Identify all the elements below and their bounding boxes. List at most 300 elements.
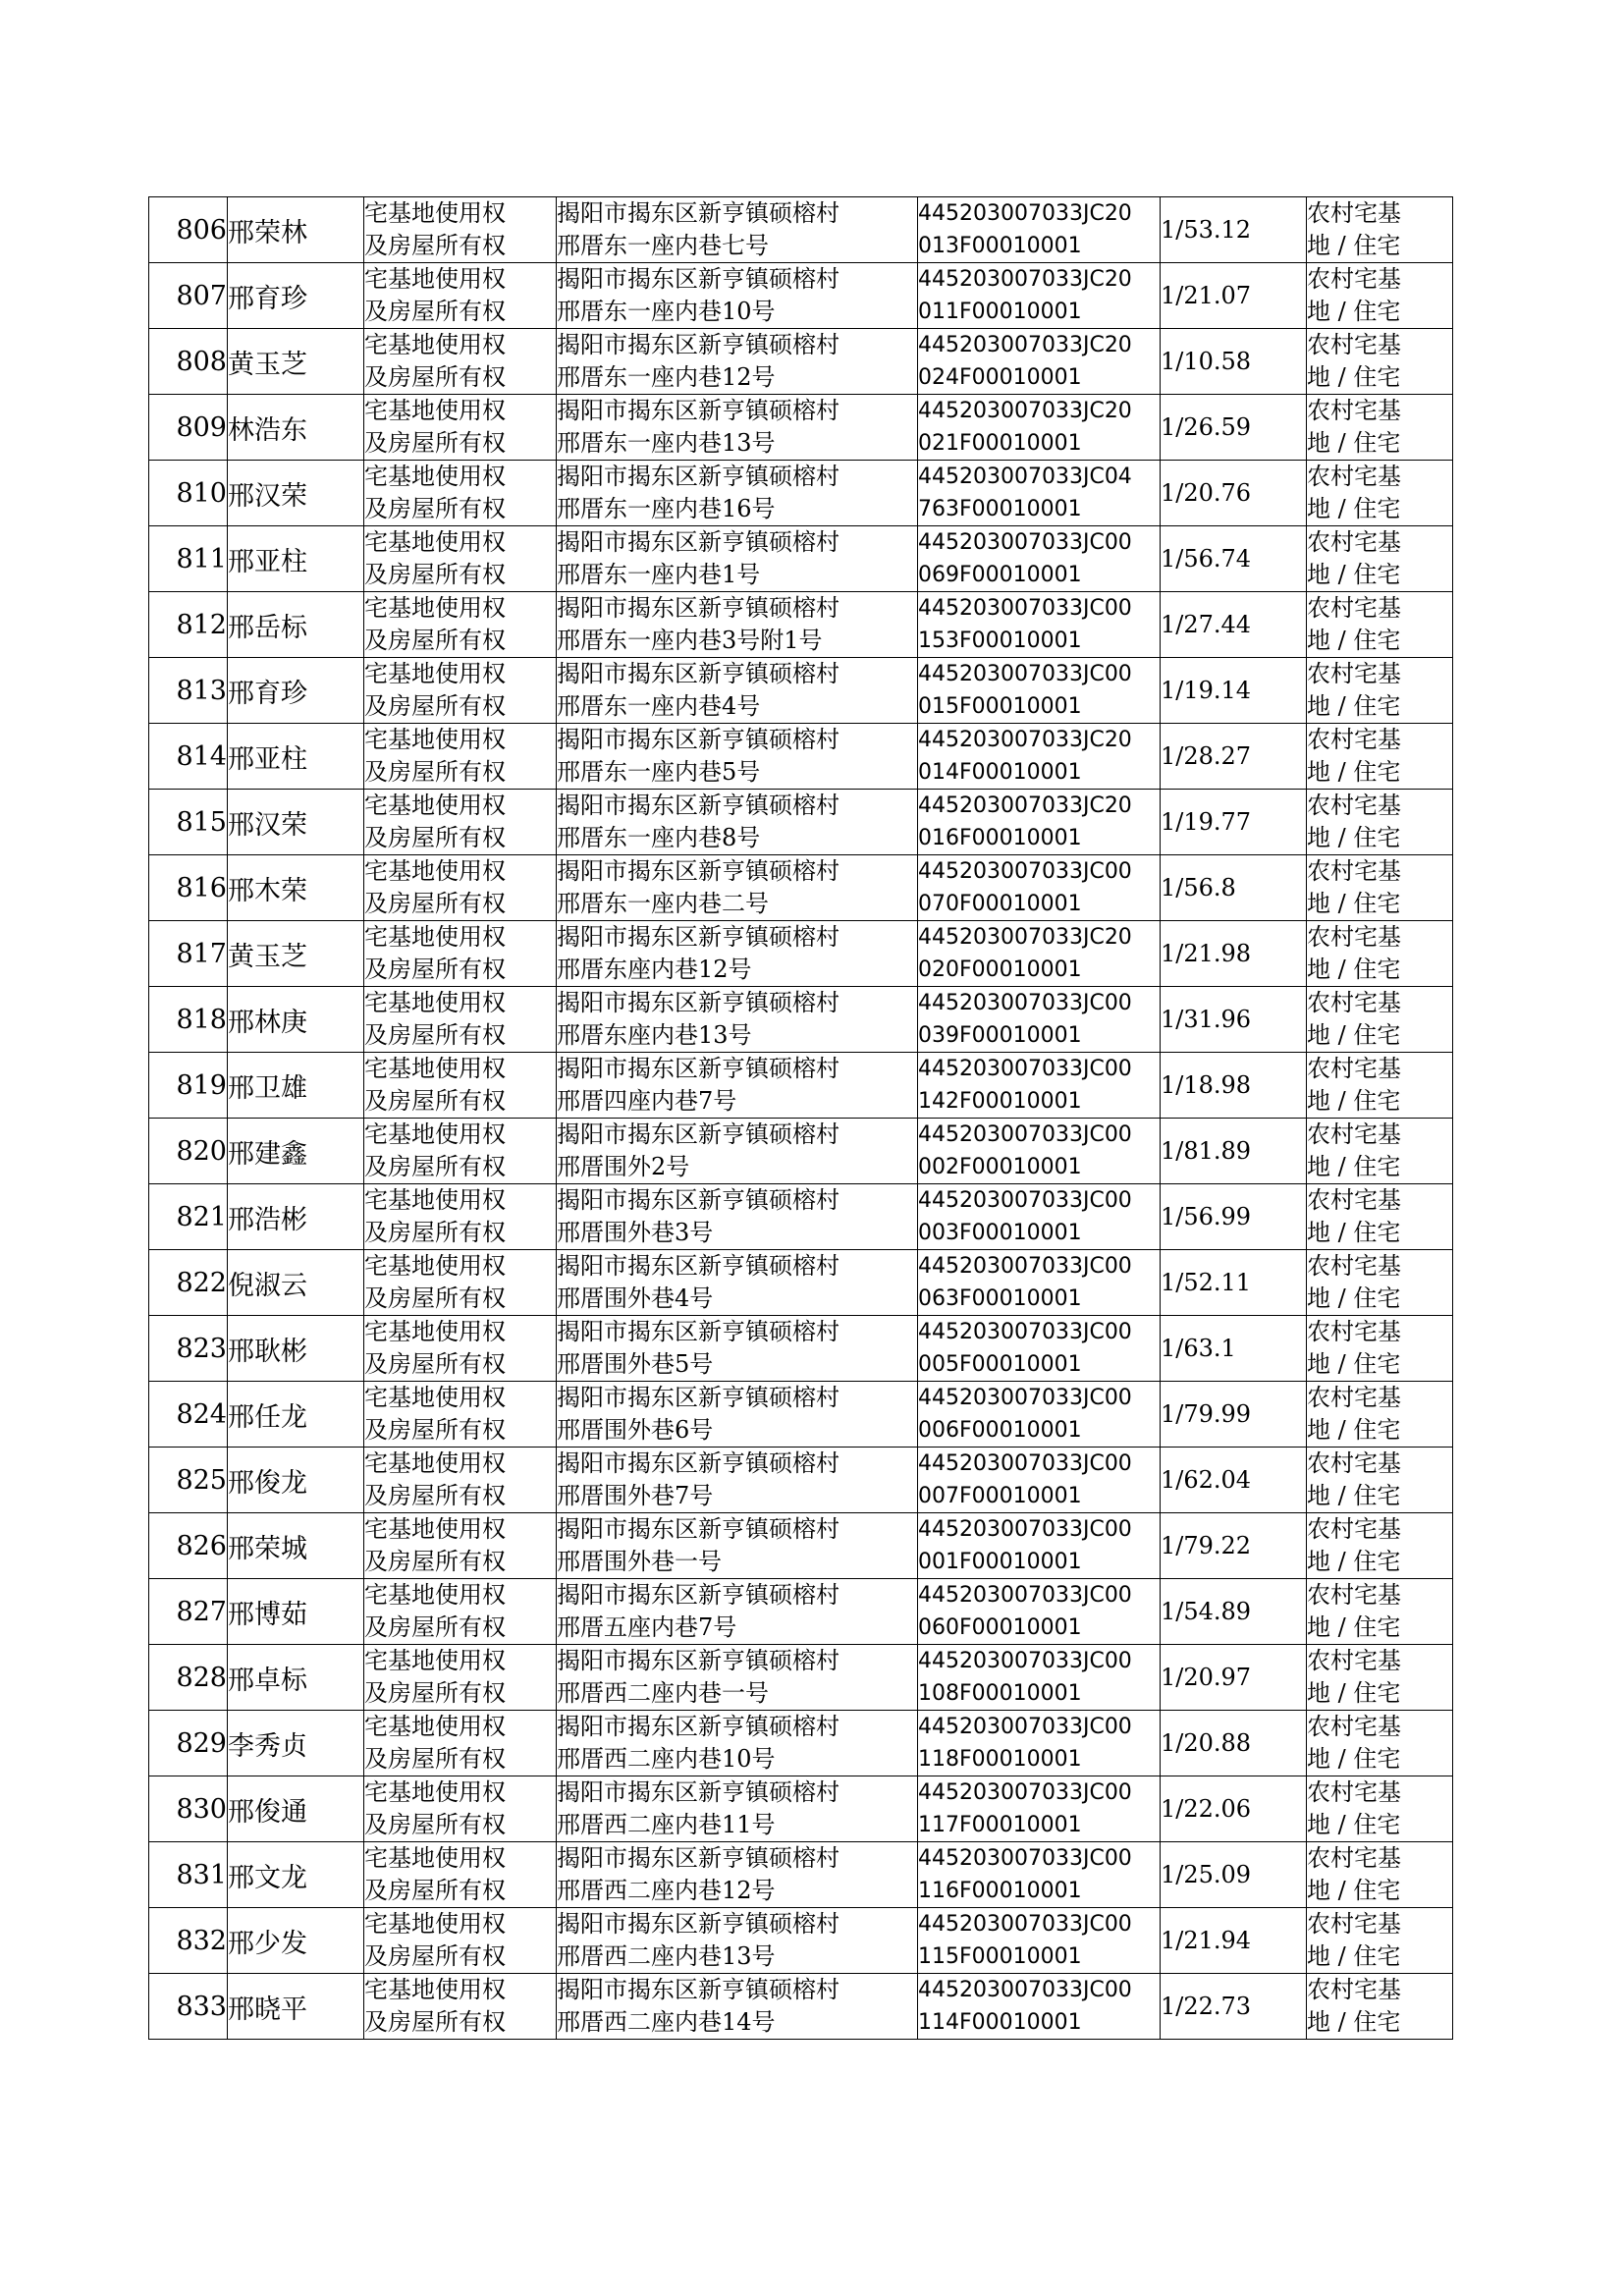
right-type-cell bbox=[364, 592, 557, 658]
right-type-cell-line: 宅基地使用权 bbox=[364, 1055, 506, 1082]
address-cell-line: 邢厝东一座内巷1号 bbox=[557, 561, 761, 588]
land-use-cell bbox=[1307, 1513, 1453, 1579]
address-cell-line: 揭阳市揭东区新亨镇硕榕村 bbox=[557, 199, 839, 227]
right-type-cell-line: 宅基地使用权 bbox=[364, 989, 506, 1016]
address-cell-line: 揭阳市揭东区新亨镇硕榕村 bbox=[557, 1318, 839, 1345]
land-use-cell-line: 农村宅基 bbox=[1307, 1120, 1401, 1148]
land-use-cell-line: 地 / 住宅 bbox=[1307, 561, 1401, 588]
unit-code-cell-line: 445203007033JC20 bbox=[918, 399, 1132, 423]
unit-code-cell-line: 763F00010001 bbox=[918, 497, 1082, 521]
address-cell-line: 揭阳市揭东区新亨镇硕榕村 bbox=[557, 1186, 839, 1214]
land-use-cell bbox=[1307, 329, 1453, 395]
right-type-cell-line: 宅基地使用权 bbox=[364, 660, 506, 687]
right-type-cell-line: 及房屋所有权 bbox=[364, 1482, 506, 1509]
row-number-cell: 808 bbox=[149, 329, 228, 395]
row-number-cell: 824 bbox=[149, 1382, 228, 1448]
table-row bbox=[149, 1908, 1453, 1974]
row-number-cell: 833 bbox=[149, 1974, 228, 2040]
address-cell-line: 揭阳市揭东区新亨镇硕榕村 bbox=[557, 397, 839, 424]
owner-name-cell: 倪淑云 bbox=[228, 1250, 364, 1316]
land-use-cell-line: 地 / 住宅 bbox=[1307, 758, 1401, 786]
unit-code-cell-line: 445203007033JC00 bbox=[918, 530, 1132, 555]
address-cell-line: 邢厝东座内巷12号 bbox=[557, 956, 752, 983]
table-row bbox=[149, 395, 1453, 461]
address-cell bbox=[557, 1316, 918, 1382]
address-cell-line: 邢厝四座内巷7号 bbox=[557, 1087, 737, 1115]
unit-code-cell-line: 445203007033JC00 bbox=[918, 662, 1132, 686]
address-cell-line: 揭阳市揭东区新亨镇硕榕村 bbox=[557, 1449, 839, 1477]
address-cell bbox=[557, 1513, 918, 1579]
address-cell bbox=[557, 1119, 918, 1184]
row-number-cell: 810 bbox=[149, 461, 228, 526]
share-cell: 1/22.73 bbox=[1161, 1974, 1307, 2040]
owner-name-cell: 黄玉芝 bbox=[228, 329, 364, 395]
row-number-cell: 825 bbox=[149, 1448, 228, 1513]
land-use-cell-line: 地 / 住宅 bbox=[1307, 429, 1401, 457]
unit-code-cell bbox=[918, 658, 1161, 724]
unit-code-cell-line: 142F00010001 bbox=[918, 1089, 1082, 1114]
table-row bbox=[149, 987, 1453, 1053]
right-type-cell-line: 宅基地使用权 bbox=[364, 1910, 506, 1938]
share-cell: 1/28.27 bbox=[1161, 724, 1307, 790]
right-type-cell bbox=[364, 1513, 557, 1579]
right-type-cell-line: 及房屋所有权 bbox=[364, 1219, 506, 1246]
row-number-cell: 816 bbox=[149, 855, 228, 921]
owner-name-cell: 邢任龙 bbox=[228, 1382, 364, 1448]
right-type-cell bbox=[364, 1448, 557, 1513]
owner-name-cell: 邢亚柱 bbox=[228, 724, 364, 790]
right-type-cell-line: 宅基地使用权 bbox=[364, 265, 506, 293]
land-use-cell-line: 地 / 住宅 bbox=[1307, 1087, 1401, 1115]
share-cell: 1/20.76 bbox=[1161, 461, 1307, 526]
right-type-cell bbox=[364, 1184, 557, 1250]
right-type-cell-line: 及房屋所有权 bbox=[364, 298, 506, 325]
right-type-cell bbox=[364, 395, 557, 461]
right-type-cell bbox=[364, 329, 557, 395]
right-type-cell-line: 宅基地使用权 bbox=[364, 1120, 506, 1148]
share-cell: 1/79.99 bbox=[1161, 1382, 1307, 1448]
owner-name-cell: 邢博茹 bbox=[228, 1579, 364, 1645]
land-use-cell bbox=[1307, 1579, 1453, 1645]
owner-name-cell: 林浩东 bbox=[228, 395, 364, 461]
land-use-cell-line: 地 / 住宅 bbox=[1307, 890, 1401, 917]
right-type-cell-line: 宅基地使用权 bbox=[364, 528, 506, 556]
table-row bbox=[149, 1053, 1453, 1119]
land-use-cell-line: 地 / 住宅 bbox=[1307, 1153, 1401, 1180]
right-type-cell bbox=[364, 921, 557, 987]
unit-code-cell-line: 014F00010001 bbox=[918, 760, 1082, 785]
address-cell bbox=[557, 526, 918, 592]
unit-code-cell-line: 039F00010001 bbox=[918, 1023, 1082, 1048]
land-use-cell-line: 地 / 住宅 bbox=[1307, 1613, 1401, 1641]
owner-name-cell: 邢岳标 bbox=[228, 592, 364, 658]
table-row bbox=[149, 1513, 1453, 1579]
address-cell bbox=[557, 1908, 918, 1974]
share-cell: 1/19.14 bbox=[1161, 658, 1307, 724]
owner-name-cell: 邢卓标 bbox=[228, 1645, 364, 1711]
address-cell-line: 邢厝西二座内巷一号 bbox=[557, 1679, 769, 1707]
right-type-cell-line: 及房屋所有权 bbox=[364, 561, 506, 588]
owner-name-cell: 邢木荣 bbox=[228, 855, 364, 921]
right-type-cell bbox=[364, 526, 557, 592]
unit-code-cell-line: 003F00010001 bbox=[918, 1221, 1082, 1245]
owner-name-cell: 邢育珍 bbox=[228, 658, 364, 724]
address-cell-line: 邢厝围外2号 bbox=[557, 1153, 690, 1180]
unit-code-cell-line: 011F00010001 bbox=[918, 300, 1082, 324]
land-use-cell-line: 农村宅基 bbox=[1307, 1515, 1401, 1543]
row-number-cell: 827 bbox=[149, 1579, 228, 1645]
share-cell: 1/21.94 bbox=[1161, 1908, 1307, 1974]
land-use-cell-line: 地 / 住宅 bbox=[1307, 2008, 1401, 2036]
land-use-cell-line: 农村宅基 bbox=[1307, 660, 1401, 687]
row-number-cell: 832 bbox=[149, 1908, 228, 1974]
right-type-cell-line: 宅基地使用权 bbox=[364, 923, 506, 951]
unit-code-cell-line: 445203007033JC00 bbox=[918, 1320, 1132, 1344]
unit-code-cell-line: 445203007033JC00 bbox=[918, 1386, 1132, 1410]
right-type-cell-line: 及房屋所有权 bbox=[364, 232, 506, 259]
table-row bbox=[149, 1842, 1453, 1908]
unit-code-cell bbox=[918, 1184, 1161, 1250]
right-type-cell-line: 及房屋所有权 bbox=[364, 956, 506, 983]
right-type-cell-line: 及房屋所有权 bbox=[364, 1087, 506, 1115]
address-cell bbox=[557, 1448, 918, 1513]
unit-code-cell-line: 445203007033JC00 bbox=[918, 1451, 1132, 1476]
land-use-cell bbox=[1307, 658, 1453, 724]
land-use-cell-line: 农村宅基 bbox=[1307, 265, 1401, 293]
right-type-cell-line: 及房屋所有权 bbox=[364, 1153, 506, 1180]
unit-code-cell bbox=[918, 724, 1161, 790]
unit-code-cell-line: 445203007033JC20 bbox=[918, 201, 1132, 226]
address-cell bbox=[557, 1776, 918, 1842]
land-use-cell-line: 农村宅基 bbox=[1307, 1581, 1401, 1609]
right-type-cell bbox=[364, 1711, 557, 1776]
unit-code-cell bbox=[918, 197, 1161, 263]
land-use-cell bbox=[1307, 1448, 1453, 1513]
land-use-cell bbox=[1307, 1974, 1453, 2040]
unit-code-cell-line: 016F00010001 bbox=[918, 826, 1082, 850]
right-type-cell-line: 及房屋所有权 bbox=[364, 363, 506, 391]
right-type-cell-line: 宅基地使用权 bbox=[364, 1581, 506, 1609]
row-number-cell: 828 bbox=[149, 1645, 228, 1711]
address-cell-line: 邢厝西二座内巷11号 bbox=[557, 1811, 776, 1838]
land-use-cell bbox=[1307, 1053, 1453, 1119]
address-cell bbox=[557, 1579, 918, 1645]
land-use-cell-line: 农村宅基 bbox=[1307, 1910, 1401, 1938]
right-type-cell-line: 宅基地使用权 bbox=[364, 792, 506, 819]
unit-code-cell bbox=[918, 526, 1161, 592]
unit-code-cell-line: 069F00010001 bbox=[918, 563, 1082, 587]
row-number-cell: 830 bbox=[149, 1776, 228, 1842]
address-cell bbox=[557, 855, 918, 921]
unit-code-cell-line: 153F00010001 bbox=[918, 628, 1082, 653]
right-type-cell-line: 及房屋所有权 bbox=[364, 2008, 506, 2036]
land-use-cell-line: 地 / 住宅 bbox=[1307, 1350, 1401, 1378]
address-cell-line: 邢厝五座内巷7号 bbox=[557, 1613, 737, 1641]
table-row bbox=[149, 329, 1453, 395]
unit-code-cell-line: 005F00010001 bbox=[918, 1352, 1082, 1377]
unit-code-cell-line: 445203007033JC00 bbox=[918, 1583, 1132, 1608]
right-type-cell bbox=[364, 263, 557, 329]
address-cell-line: 揭阳市揭东区新亨镇硕榕村 bbox=[557, 528, 839, 556]
address-cell-line: 邢厝西二座内巷12号 bbox=[557, 1877, 776, 1904]
share-cell: 1/56.8 bbox=[1161, 855, 1307, 921]
owner-name-cell: 邢晓平 bbox=[228, 1974, 364, 2040]
address-cell-line: 揭阳市揭东区新亨镇硕榕村 bbox=[557, 1647, 839, 1674]
unit-code-cell bbox=[918, 329, 1161, 395]
right-type-cell-line: 及房屋所有权 bbox=[364, 1350, 506, 1378]
share-cell: 1/22.06 bbox=[1161, 1776, 1307, 1842]
land-use-cell-line: 农村宅基 bbox=[1307, 989, 1401, 1016]
right-type-cell-line: 宅基地使用权 bbox=[364, 199, 506, 227]
land-use-cell bbox=[1307, 526, 1453, 592]
address-cell-line: 揭阳市揭东区新亨镇硕榕村 bbox=[557, 923, 839, 951]
right-type-cell bbox=[364, 658, 557, 724]
address-cell-line: 揭阳市揭东区新亨镇硕榕村 bbox=[557, 463, 839, 490]
unit-code-cell-line: 021F00010001 bbox=[918, 431, 1082, 456]
right-type-cell-line: 及房屋所有权 bbox=[364, 1942, 506, 1970]
right-type-cell bbox=[364, 1842, 557, 1908]
land-use-cell bbox=[1307, 921, 1453, 987]
land-use-cell bbox=[1307, 1382, 1453, 1448]
unit-code-cell-line: 445203007033JC00 bbox=[918, 1649, 1132, 1673]
table-row bbox=[149, 1711, 1453, 1776]
unit-code-cell-line: 020F00010001 bbox=[918, 957, 1082, 982]
right-type-cell-line: 及房屋所有权 bbox=[364, 1416, 506, 1444]
address-cell-line: 揭阳市揭东区新亨镇硕榕村 bbox=[557, 1844, 839, 1872]
unit-code-cell bbox=[918, 1316, 1161, 1382]
address-cell-line: 揭阳市揭东区新亨镇硕榕村 bbox=[557, 1384, 839, 1411]
land-use-cell-line: 农村宅基 bbox=[1307, 792, 1401, 819]
share-cell: 1/79.22 bbox=[1161, 1513, 1307, 1579]
unit-code-cell bbox=[918, 987, 1161, 1053]
land-use-cell-line: 农村宅基 bbox=[1307, 726, 1401, 753]
table-body bbox=[149, 197, 1453, 2040]
owner-name-cell: 邢林庚 bbox=[228, 987, 364, 1053]
land-use-cell-line: 地 / 住宅 bbox=[1307, 956, 1401, 983]
land-use-cell bbox=[1307, 1184, 1453, 1250]
unit-code-cell-line: 001F00010001 bbox=[918, 1550, 1082, 1574]
land-use-cell bbox=[1307, 1842, 1453, 1908]
unit-code-cell bbox=[918, 1119, 1161, 1184]
right-type-cell-line: 宅基地使用权 bbox=[364, 1186, 506, 1214]
share-cell: 1/81.89 bbox=[1161, 1119, 1307, 1184]
land-use-cell-line: 地 / 住宅 bbox=[1307, 627, 1401, 654]
row-number-cell: 822 bbox=[149, 1250, 228, 1316]
row-number-cell: 829 bbox=[149, 1711, 228, 1776]
address-cell-line: 邢厝围外巷7号 bbox=[557, 1482, 714, 1509]
row-number-cell: 811 bbox=[149, 526, 228, 592]
land-use-cell bbox=[1307, 395, 1453, 461]
share-cell: 1/31.96 bbox=[1161, 987, 1307, 1053]
unit-code-cell bbox=[918, 263, 1161, 329]
unit-code-cell bbox=[918, 1382, 1161, 1448]
address-cell bbox=[557, 395, 918, 461]
share-cell: 1/56.74 bbox=[1161, 526, 1307, 592]
right-type-cell-line: 及房屋所有权 bbox=[364, 627, 506, 654]
table-row bbox=[149, 1579, 1453, 1645]
address-cell bbox=[557, 1974, 918, 2040]
land-use-cell-line: 农村宅基 bbox=[1307, 1713, 1401, 1740]
unit-code-cell-line: 445203007033JC00 bbox=[918, 1057, 1132, 1081]
unit-code-cell bbox=[918, 1645, 1161, 1711]
address-cell-line: 揭阳市揭东区新亨镇硕榕村 bbox=[557, 1120, 839, 1148]
unit-code-cell-line: 445203007033JC00 bbox=[918, 1780, 1132, 1805]
land-use-cell bbox=[1307, 724, 1453, 790]
land-use-cell-line: 地 / 住宅 bbox=[1307, 1877, 1401, 1904]
address-cell-line: 邢厝东一座内巷10号 bbox=[557, 298, 776, 325]
table-row bbox=[149, 1316, 1453, 1382]
row-number-cell: 819 bbox=[149, 1053, 228, 1119]
land-use-cell bbox=[1307, 1316, 1453, 1382]
unit-code-cell-line: 002F00010001 bbox=[918, 1155, 1082, 1179]
right-type-cell-line: 宅基地使用权 bbox=[364, 1844, 506, 1872]
unit-code-cell-line: 013F00010001 bbox=[918, 234, 1082, 258]
unit-code-cell bbox=[918, 855, 1161, 921]
right-type-cell-line: 宅基地使用权 bbox=[364, 1647, 506, 1674]
row-number-cell: 818 bbox=[149, 987, 228, 1053]
share-cell: 1/21.98 bbox=[1161, 921, 1307, 987]
address-cell-line: 邢厝东一座内巷二号 bbox=[557, 890, 769, 917]
share-cell: 1/19.77 bbox=[1161, 790, 1307, 855]
share-cell: 1/52.11 bbox=[1161, 1250, 1307, 1316]
owner-name-cell: 邢荣林 bbox=[228, 197, 364, 263]
address-cell bbox=[557, 987, 918, 1053]
unit-code-cell-line: 445203007033JC00 bbox=[918, 1912, 1132, 1937]
right-type-cell bbox=[364, 1382, 557, 1448]
table-row bbox=[149, 461, 1453, 526]
right-type-cell-line: 宅基地使用权 bbox=[364, 1713, 506, 1740]
land-use-cell-line: 农村宅基 bbox=[1307, 199, 1401, 227]
unit-code-cell-line: 445203007033JC20 bbox=[918, 925, 1132, 950]
right-type-cell-line: 宅基地使用权 bbox=[364, 1976, 506, 2003]
unit-code-cell-line: 445203007033JC00 bbox=[918, 1715, 1132, 1739]
address-cell-line: 揭阳市揭东区新亨镇硕榕村 bbox=[557, 1778, 839, 1806]
owner-name-cell: 邢俊龙 bbox=[228, 1448, 364, 1513]
unit-code-cell bbox=[918, 1053, 1161, 1119]
row-number-cell: 813 bbox=[149, 658, 228, 724]
land-use-cell-line: 地 / 住宅 bbox=[1307, 1811, 1401, 1838]
owner-name-cell: 邢俊通 bbox=[228, 1776, 364, 1842]
address-cell-line: 邢厝围外巷5号 bbox=[557, 1350, 714, 1378]
share-cell: 1/10.58 bbox=[1161, 329, 1307, 395]
address-cell-line: 揭阳市揭东区新亨镇硕榕村 bbox=[557, 265, 839, 293]
owner-name-cell: 邢汉荣 bbox=[228, 461, 364, 526]
unit-code-cell-line: 445203007033JC00 bbox=[918, 1517, 1132, 1542]
address-cell bbox=[557, 329, 918, 395]
share-cell: 1/20.88 bbox=[1161, 1711, 1307, 1776]
unit-code-cell bbox=[918, 1448, 1161, 1513]
right-type-cell-line: 宅基地使用权 bbox=[364, 1318, 506, 1345]
share-cell: 1/27.44 bbox=[1161, 592, 1307, 658]
land-use-cell-line: 农村宅基 bbox=[1307, 1976, 1401, 2003]
land-use-cell-line: 地 / 住宅 bbox=[1307, 1482, 1401, 1509]
owner-name-cell: 邢耿彬 bbox=[228, 1316, 364, 1382]
address-cell-line: 邢厝西二座内巷14号 bbox=[557, 2008, 776, 2036]
land-use-cell-line: 地 / 住宅 bbox=[1307, 363, 1401, 391]
unit-code-cell-line: 070F00010001 bbox=[918, 892, 1082, 916]
right-type-cell bbox=[364, 1645, 557, 1711]
right-type-cell-line: 及房屋所有权 bbox=[364, 429, 506, 457]
address-cell-line: 揭阳市揭东区新亨镇硕榕村 bbox=[557, 1581, 839, 1609]
land-use-cell bbox=[1307, 790, 1453, 855]
row-number-cell: 821 bbox=[149, 1184, 228, 1250]
share-cell: 1/21.07 bbox=[1161, 263, 1307, 329]
land-use-cell-line: 地 / 住宅 bbox=[1307, 495, 1401, 522]
land-use-cell-line: 农村宅基 bbox=[1307, 1186, 1401, 1214]
right-type-cell-line: 及房屋所有权 bbox=[364, 1745, 506, 1773]
land-use-cell-line: 农村宅基 bbox=[1307, 923, 1401, 951]
owner-name-cell: 邢少发 bbox=[228, 1908, 364, 1974]
right-type-cell-line: 及房屋所有权 bbox=[364, 758, 506, 786]
owner-name-cell: 邢卫雄 bbox=[228, 1053, 364, 1119]
land-use-cell bbox=[1307, 197, 1453, 263]
row-number-cell: 812 bbox=[149, 592, 228, 658]
row-number-cell: 820 bbox=[149, 1119, 228, 1184]
table-row bbox=[149, 592, 1453, 658]
unit-code-cell-line: 445203007033JC00 bbox=[918, 1846, 1132, 1871]
land-use-cell-line: 地 / 住宅 bbox=[1307, 1284, 1401, 1312]
land-use-cell-line: 地 / 住宅 bbox=[1307, 1548, 1401, 1575]
address-cell-line: 揭阳市揭东区新亨镇硕榕村 bbox=[557, 857, 839, 885]
owner-name-cell: 邢荣城 bbox=[228, 1513, 364, 1579]
row-number-cell: 826 bbox=[149, 1513, 228, 1579]
owner-name-cell: 李秀贞 bbox=[228, 1711, 364, 1776]
address-cell-line: 揭阳市揭东区新亨镇硕榕村 bbox=[557, 1976, 839, 2003]
right-type-cell-line: 及房屋所有权 bbox=[364, 1877, 506, 1904]
address-cell-line: 邢厝西二座内巷13号 bbox=[557, 1942, 776, 1970]
share-cell: 1/25.09 bbox=[1161, 1842, 1307, 1908]
right-type-cell-line: 及房屋所有权 bbox=[364, 1284, 506, 1312]
unit-code-cell-line: 024F00010001 bbox=[918, 365, 1082, 390]
address-cell-line: 揭阳市揭东区新亨镇硕榕村 bbox=[557, 1910, 839, 1938]
land-use-cell-line: 地 / 住宅 bbox=[1307, 1679, 1401, 1707]
unit-code-cell-line: 115F00010001 bbox=[918, 1944, 1082, 1969]
land-use-cell-line: 农村宅基 bbox=[1307, 1384, 1401, 1411]
unit-code-cell-line: 445203007033JC00 bbox=[918, 1188, 1132, 1213]
table-row bbox=[149, 855, 1453, 921]
address-cell bbox=[557, 263, 918, 329]
right-type-cell bbox=[364, 197, 557, 263]
unit-code-cell-line: 445203007033JC00 bbox=[918, 1254, 1132, 1279]
address-cell-line: 揭阳市揭东区新亨镇硕榕村 bbox=[557, 726, 839, 753]
unit-code-cell bbox=[918, 1513, 1161, 1579]
address-cell bbox=[557, 1842, 918, 1908]
right-type-cell-line: 宅基地使用权 bbox=[364, 594, 506, 622]
share-cell: 1/53.12 bbox=[1161, 197, 1307, 263]
address-cell-line: 邢厝围外巷6号 bbox=[557, 1416, 714, 1444]
land-use-cell-line: 地 / 住宅 bbox=[1307, 1942, 1401, 1970]
right-type-cell bbox=[364, 1776, 557, 1842]
table-row bbox=[149, 197, 1453, 263]
right-type-cell-line: 及房屋所有权 bbox=[364, 1613, 506, 1641]
address-cell-line: 邢厝东一座内巷8号 bbox=[557, 824, 761, 851]
land-use-cell-line: 农村宅基 bbox=[1307, 857, 1401, 885]
address-cell-line: 揭阳市揭东区新亨镇硕榕村 bbox=[557, 1515, 839, 1543]
row-number-cell: 806 bbox=[149, 197, 228, 263]
right-type-cell bbox=[364, 1579, 557, 1645]
unit-code-cell-line: 007F00010001 bbox=[918, 1484, 1082, 1508]
right-type-cell-line: 宅基地使用权 bbox=[364, 857, 506, 885]
right-type-cell bbox=[364, 855, 557, 921]
unit-code-cell-line: 445203007033JC04 bbox=[918, 464, 1132, 489]
right-type-cell-line: 及房屋所有权 bbox=[364, 692, 506, 720]
unit-code-cell-line: 114F00010001 bbox=[918, 2010, 1082, 2035]
unit-code-cell bbox=[918, 1908, 1161, 1974]
right-type-cell bbox=[364, 790, 557, 855]
unit-code-cell bbox=[918, 1579, 1161, 1645]
property-register-table bbox=[148, 196, 1453, 2040]
address-cell bbox=[557, 658, 918, 724]
